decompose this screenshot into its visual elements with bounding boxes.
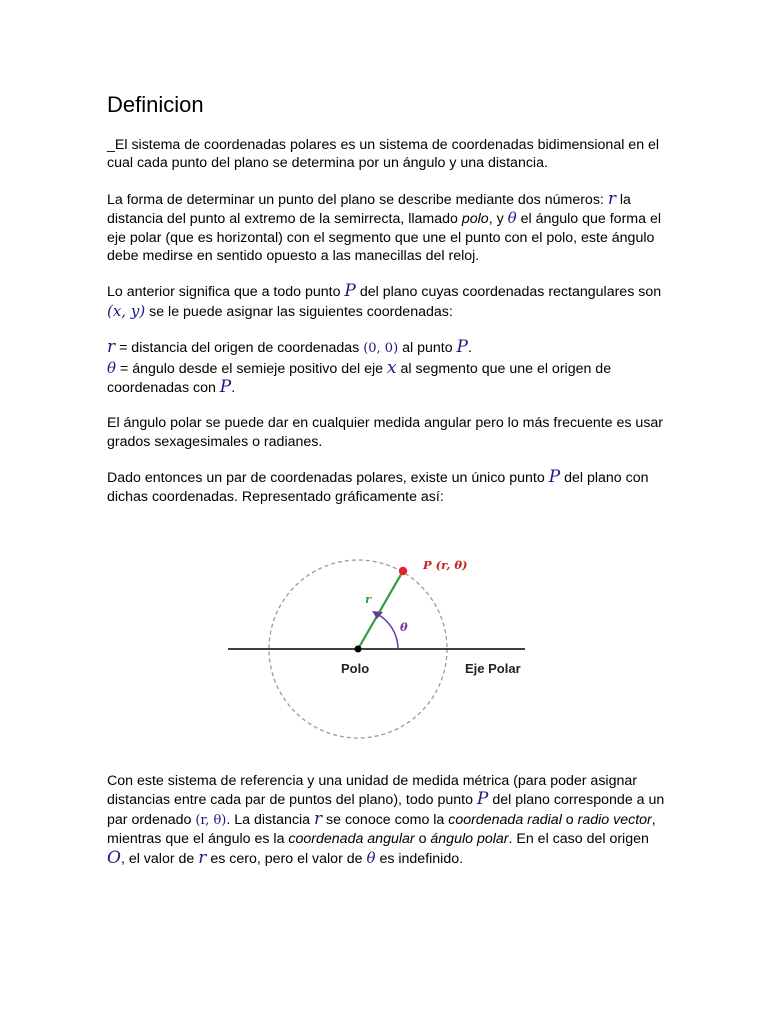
angle-arrowhead (372, 611, 383, 619)
math-origin: (0, 0) (363, 341, 399, 357)
page-title: Definicion (107, 92, 204, 117)
text: del plano cuyas coordenadas rectangulares son (355, 284, 662, 301)
text: se le puede asignar las siguientes coordenadas: (145, 303, 453, 320)
text: la distancia del punto al extremo de la semirrecta, llamado (107, 191, 631, 228)
axis-label: Eje Polar (465, 661, 521, 676)
text: , mientras que el ángulo es la (107, 811, 656, 848)
text: = distancia del origen de coordenadas (115, 340, 364, 357)
math-P: P (219, 377, 232, 398)
text: es cero, pero el valor de (206, 850, 367, 867)
text: . (231, 380, 236, 397)
text: . (467, 340, 472, 357)
term-angular-coordinate: coordenada angular (288, 831, 415, 848)
angle-arc (377, 614, 398, 649)
text: , el valor de (120, 850, 199, 867)
math-r: r (607, 188, 616, 209)
math-theta: θ (366, 848, 376, 867)
point-label: P (r, θ) (423, 558, 468, 572)
paragraph-meaning (107, 282, 667, 321)
point-P (399, 567, 407, 575)
text: Con este sistema de referencia y una unidad de medida métrica (para poder asignar distancias entre cada par de puntos del plano), todo punto (107, 773, 637, 809)
math-P: P (476, 789, 489, 810)
paragraph-how-to-determine (107, 190, 667, 266)
math-x: x (386, 357, 397, 378)
text: , y (488, 211, 508, 228)
text: al punto (398, 340, 457, 357)
text: Dado entonces un par de coordenadas polares, existe un único punto (107, 470, 549, 487)
math-r: r (313, 808, 323, 829)
term-radius-vector: radio vector (577, 811, 652, 828)
math-rtheta: (r, θ) (195, 812, 227, 828)
text: o (414, 831, 431, 848)
text: Lo anterior significa que a todo punto (107, 284, 345, 301)
paragraph-graphic-intro (107, 468, 667, 506)
text: del plano con dichas coordenadas. Representado gráficamente así: (107, 470, 649, 505)
term-polo: polo (461, 211, 489, 228)
paragraph-reference-system (107, 772, 667, 868)
term-radial-coordinate: coordenada radial (448, 811, 562, 828)
pole-point (355, 646, 362, 653)
text: el ángulo que forma el eje polar (que es horizontal) con el segmento que une el punto con el polo, este ángulo debe medirse en sentido opuesto a las manecillas del reloj. (107, 211, 661, 265)
paragraph-coordinates (107, 338, 667, 397)
text: = ángulo desde el semieje positivo del eje (116, 360, 387, 377)
text: . En el caso del origen (508, 831, 649, 848)
radius-label: r (365, 592, 372, 606)
paragraph-definition: _El sistema de coordenadas polares es un sistema de coordenadas bidimensional en el cual cada punto del plano se determina por un ángulo y una distancia. (107, 137, 660, 172)
math-theta: θ (107, 358, 117, 377)
math-theta: θ (507, 209, 517, 228)
term-polar-angle: ángulo polar (430, 831, 509, 848)
math-O: O (107, 847, 121, 868)
polar-diagram (225, 552, 530, 742)
math-P: P (548, 467, 561, 488)
paragraph-angle-measure: El ángulo polar se puede dar en cualquier medida angular pero lo más frecuente es usar grados sexagesimales o radianes. (107, 415, 664, 450)
document-page (107, 92, 667, 523)
text: es indefinido. (375, 850, 464, 867)
polar-diagram-svg (225, 552, 530, 742)
math-P: P (456, 337, 468, 358)
math-r: r (107, 337, 116, 358)
text: del plano corresponde a un par ordenado (107, 792, 665, 828)
math-xy: (x, y) (107, 301, 146, 320)
text: se conoce como la (322, 811, 449, 828)
text: La forma de determinar un punto del plano se describe mediante dos números: (107, 191, 608, 208)
math-r: r (198, 847, 207, 868)
text: o (561, 811, 578, 828)
pole-label: Polo (341, 661, 370, 676)
text: . La distancia (226, 811, 314, 828)
document-page-continued (107, 772, 667, 868)
math-P: P (344, 281, 356, 302)
text: al segmento que une el origen de coordenadas con (107, 360, 612, 397)
angle-label: θ (400, 620, 408, 634)
